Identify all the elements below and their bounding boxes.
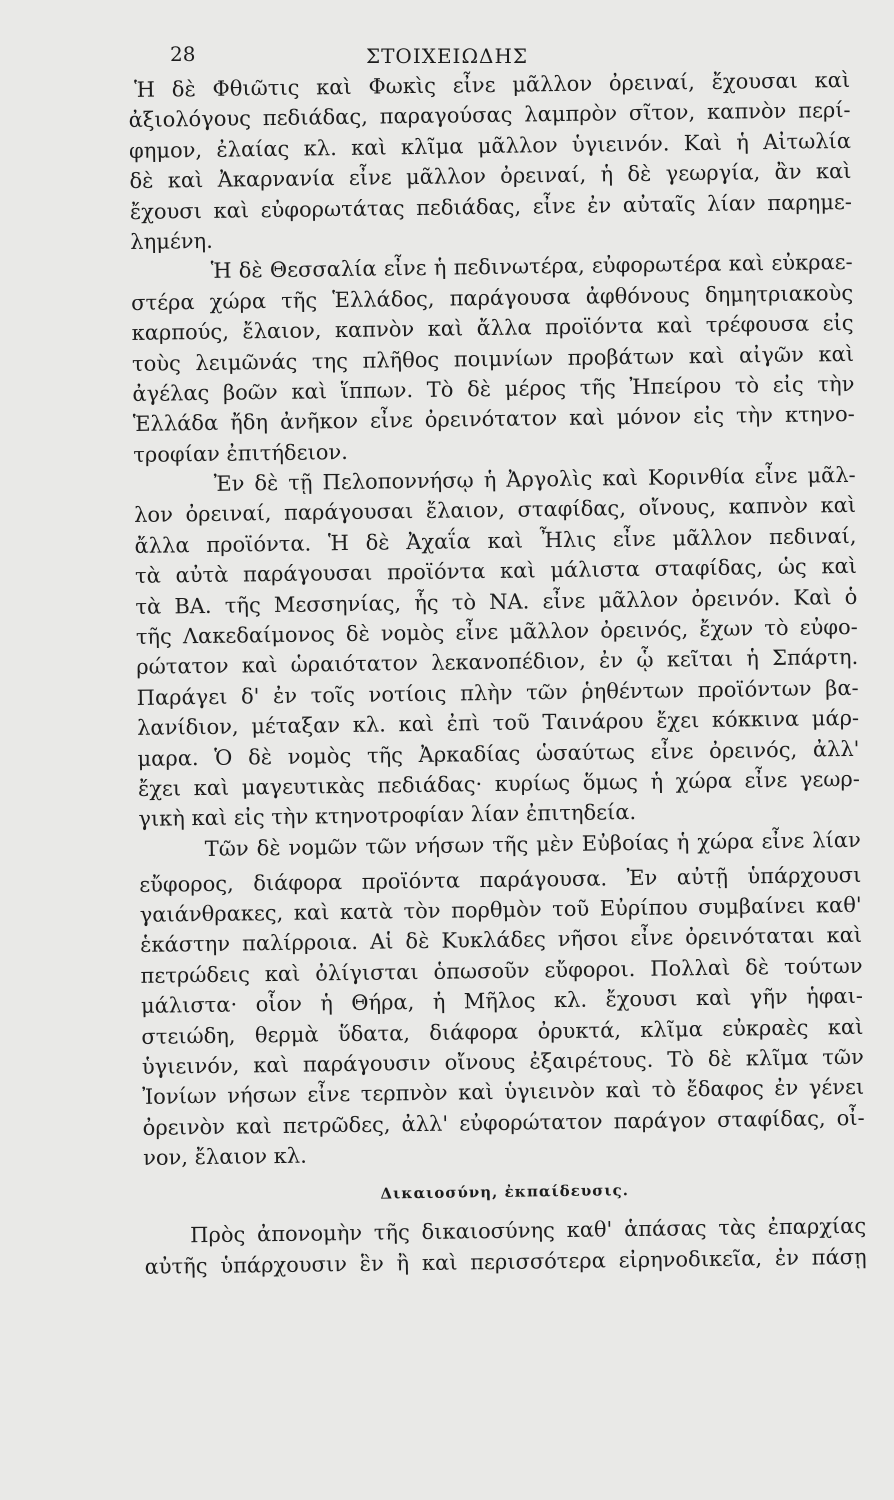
text-line: μαρα. Ὁ δὲ νομὸς τῆς Ἀρκαδίας ὡσαύτως εἶνε ὀρεινός, ἀλλ' <box>137 736 860 771</box>
text-line: φημον, ἐλαίας κλ. καὶ κλῖμα μᾶλλον ὑγιεινόν. Καὶ ἡ Αἰτωλία <box>128 128 852 163</box>
text-line: νον, ἔλαιον κλ. <box>142 1143 307 1170</box>
text-line: Πρὸς ἀπονομὴν τῆς δικαιοσύνης καθ' ἁπάσας τὰς ἐπαρχίας <box>190 1214 867 1248</box>
text-line: εὔφορος, διάφορα προϊόντα παράγουσα. Ἐν αὐτῇ ὑπάρχουσι <box>139 862 862 897</box>
text-line: τὰ αὐτὰ παράγουσαι προϊόντα καὶ μάλιστα σταφίδας, ὡς καὶ <box>134 554 858 589</box>
text-line: τροφίαν ἐπιτήδειον. <box>133 439 348 467</box>
text-line: ὑγιεινόν, καὶ παράγουσιν οἴνους ἐξαιρέτους. Τὸ δὲ κλῖμα τῶν <box>141 1044 864 1079</box>
text-line: πετρώδεις καὶ ὀλίγισται ὁπωσοῦν εὔφοροι. Πολλαὶ δὲ τούτων <box>140 953 863 988</box>
text-line: Ἡ δὲ Θεσσαλία εἶνε ἡ πεδινωτέρα, εὐφορωτέρα καὶ εὐκραε- <box>210 250 853 284</box>
text-line: ἔχουσι καὶ εὐφορωτάτας πεδιάδας, εἶνε ἐν αὐταῖς λίαν παρημε- <box>129 189 853 224</box>
text-line: στειώδη, θερμὰ ὕδατα, διάφορα ὀρυκτά, κλῖμα εὐκραὲς καὶ <box>141 1014 864 1049</box>
text-line: ρώτατον καὶ ὡραιότατον λεκανοπέδιον, ἐν ᾧ κεῖται ἡ Σπάρτη. <box>136 645 859 680</box>
text-line: Ἑλλάδα ἤδη ἀνῆκον εἶνε ὀρεινότατον καὶ μόνον εἰς τὴν κτηνο- <box>132 402 855 437</box>
text-line: ἀγέλας βοῶν καὶ ἵππων. Τὸ δὲ μέρος τῆς Ἠπείρου τὸ εἰς τὴν <box>132 371 855 406</box>
text-line: ἀξιολόγους πεδιάδας, παραγούσας λαμπρὸν σῖτον, καπνὸν περί- <box>128 98 851 133</box>
text-line: τοὺς λειμῶνάς της πλῆθος ποιμνίων προβάτων καὶ αἰγῶν καὶ <box>131 341 855 376</box>
page-body <box>128 65 867 1282</box>
text-line: ἄλλα προϊόντα. Ἡ δὲ Ἀχαΐα καὶ Ἦλις εἶνε μᾶλλον πεδιναί, <box>134 523 857 558</box>
section-heading: Δικαιοσύνη, ἐκπαίδευσις. <box>380 1181 630 1204</box>
text-line: Παράγει δ' ἐν τοῖς νοτίοις πλὴν τῶν ῥηθέντων προϊόντων βα- <box>136 675 859 710</box>
text-line: γικὴ καὶ εἰς τὴν κτηνοτροφίαν λίαν ἐπιτηδεία. <box>138 800 637 832</box>
text-line: μάλιστα· οἷον ἡ Θήρα, ἡ Μῆλος κλ. ἔχουσι καὶ γῆν ἡφαι- <box>140 983 864 1019</box>
text-line: τῆς Λακεδαίμονος δὲ νομὸς εἶνε μᾶλλον ὀρεινός, ἔχων τὸ εὐφο- <box>135 614 858 649</box>
text-line: Τῶν δὲ νομῶν τῶν νήσων τῆς μὲν Εὐβοίας ἡ χώρα εἶνε λίαν <box>204 827 861 861</box>
text-line: λημένη. <box>130 228 213 254</box>
text-line: ἔχει καὶ μαγευτικὰς πεδιάδας· κυρίως ὅμως ἡ χώρα εἶνε γεωρ- <box>137 766 861 801</box>
text-line: λον ὀρειναί, παράγουσαι ἔλαιον, σταφίδας, οἴνους, καπνὸν καὶ <box>133 493 857 528</box>
text-line: ὀρεινὸν καὶ πετρῶδες, ἀλλ' εὐφορώτατον παράγον σταφίδας, οἶ- <box>142 1105 865 1140</box>
text-line: λανίδιον, μέταξαν κλ. καὶ ἐπὶ τοῦ Ταινάρου ἔχει κόκκινα μάρ- <box>136 706 860 741</box>
text-line: δὲ καὶ Ἀκαρνανία εἶνε μᾶλλον ὀρειναί, ἡ δὲ γεωργία, ἂν καὶ <box>129 159 852 194</box>
text-line: ἑκάστην παλίρροια. Αἱ δὲ Κυκλάδες νῆσοι εἶνε ὀρεινόταται καὶ <box>139 923 863 958</box>
page-number: 28 <box>170 42 196 66</box>
text-line: Ἡ δὲ Φθιῶτις καὶ Φωκὶς εἶνε μᾶλλον ὀρειναί, ἔχουσαι καὶ <box>134 67 851 102</box>
text-line: στέρα χώρα τῆς Ἑλλάδος, παράγουσα ἀφθόνους δημητριακοὺς <box>131 280 854 315</box>
text-line: γαιάνθρακες, καὶ κατὰ τὸν πορθμὸν τοῦ Εὐρίπου συμβαίνει καθ' <box>139 892 862 927</box>
running-title: ΣΤΟΙΧΕΙΩΔΗΣ <box>365 44 529 68</box>
text-line: αὐτῆς ὑπάρχουσιν ἓν ἢ καὶ περισσότερα εἰρηνοδικεῖα, ἐν πάσῃ <box>144 1244 867 1279</box>
text-line: Ἐν δὲ τῇ Πελοποννήσῳ ἡ Ἀργολὶς καὶ Κορινθία εἶνε μᾶλ- <box>213 462 856 496</box>
text-line: καρπούς, ἔλαιον, καπνὸν καὶ ἄλλα προϊόντα καὶ τρέφουσα εἰς <box>131 311 854 346</box>
text-line: τὰ ΒΑ. τῆς Μεσσηνίας, ἧς τὸ ΝΑ. εἶνε μᾶλλον ὀρεινόν. Καὶ ὁ <box>135 584 858 619</box>
text-line: Ἰονίων νήσων εἶνε τερπνὸν καὶ ὑγιεινὸν καὶ τὸ ἔδαφος ἐν γένει <box>142 1075 865 1110</box>
